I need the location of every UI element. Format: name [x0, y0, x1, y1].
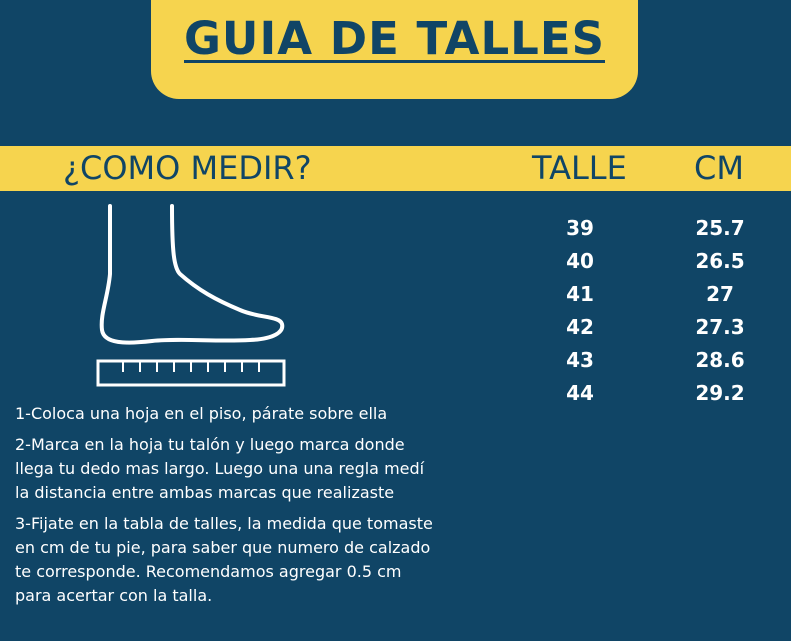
header-band — [0, 146, 791, 191]
table-row — [540, 311, 780, 344]
title-banner — [151, 0, 638, 99]
instruction-line: para acertar con la talla. — [15, 586, 213, 605]
instructions — [15, 402, 455, 615]
size-cell: 43 — [566, 348, 594, 372]
instruction-step-3 — [15, 512, 455, 608]
size-cell: 39 — [566, 216, 594, 240]
instruction-line: 2-Marca en la hoja tu talón y luego marca donde — [15, 435, 405, 454]
table-row — [540, 245, 780, 278]
cm-cell: 28.6 — [695, 348, 745, 372]
instruction-line: 3-Fijate en la tabla de talles, la medida que tomaste — [15, 514, 433, 533]
instruction-line: llega tu dedo mas largo. Luego una una regla medí — [15, 459, 425, 478]
how-to-measure-heading: ¿COMO MEDIR? — [63, 149, 312, 187]
table-row — [540, 278, 780, 311]
cm-column-header: CM — [694, 149, 744, 187]
instruction-step-2 — [15, 433, 455, 505]
instruction-line: la distancia entre ambas marcas que realizaste — [15, 483, 395, 502]
size-column-header: TALLE — [532, 149, 627, 187]
instruction-step-1 — [15, 402, 455, 426]
cm-cell: 25.7 — [695, 216, 745, 240]
table-row — [540, 344, 780, 377]
cm-cell: 26.5 — [695, 249, 745, 273]
page-title: GUIA DE TALLES — [184, 12, 605, 65]
size-cell: 42 — [566, 315, 594, 339]
size-cell: 40 — [566, 249, 594, 273]
size-table — [540, 212, 780, 410]
instruction-line: 1-Coloca una hoja en el piso, párate sobre ella — [15, 404, 388, 423]
table-row — [540, 212, 780, 245]
size-cell: 41 — [566, 282, 594, 306]
cm-cell: 27.3 — [695, 315, 745, 339]
table-row — [540, 377, 780, 410]
cm-cell: 27 — [706, 282, 734, 306]
instruction-line: te corresponde. Recomendamos agregar 0.5 cm — [15, 562, 402, 581]
size-cell: 44 — [566, 381, 594, 405]
instruction-line: en cm de tu pie, para saber que numero de calzado — [15, 538, 431, 557]
foot-on-ruler-icon — [90, 202, 300, 398]
cm-cell: 29.2 — [695, 381, 745, 405]
